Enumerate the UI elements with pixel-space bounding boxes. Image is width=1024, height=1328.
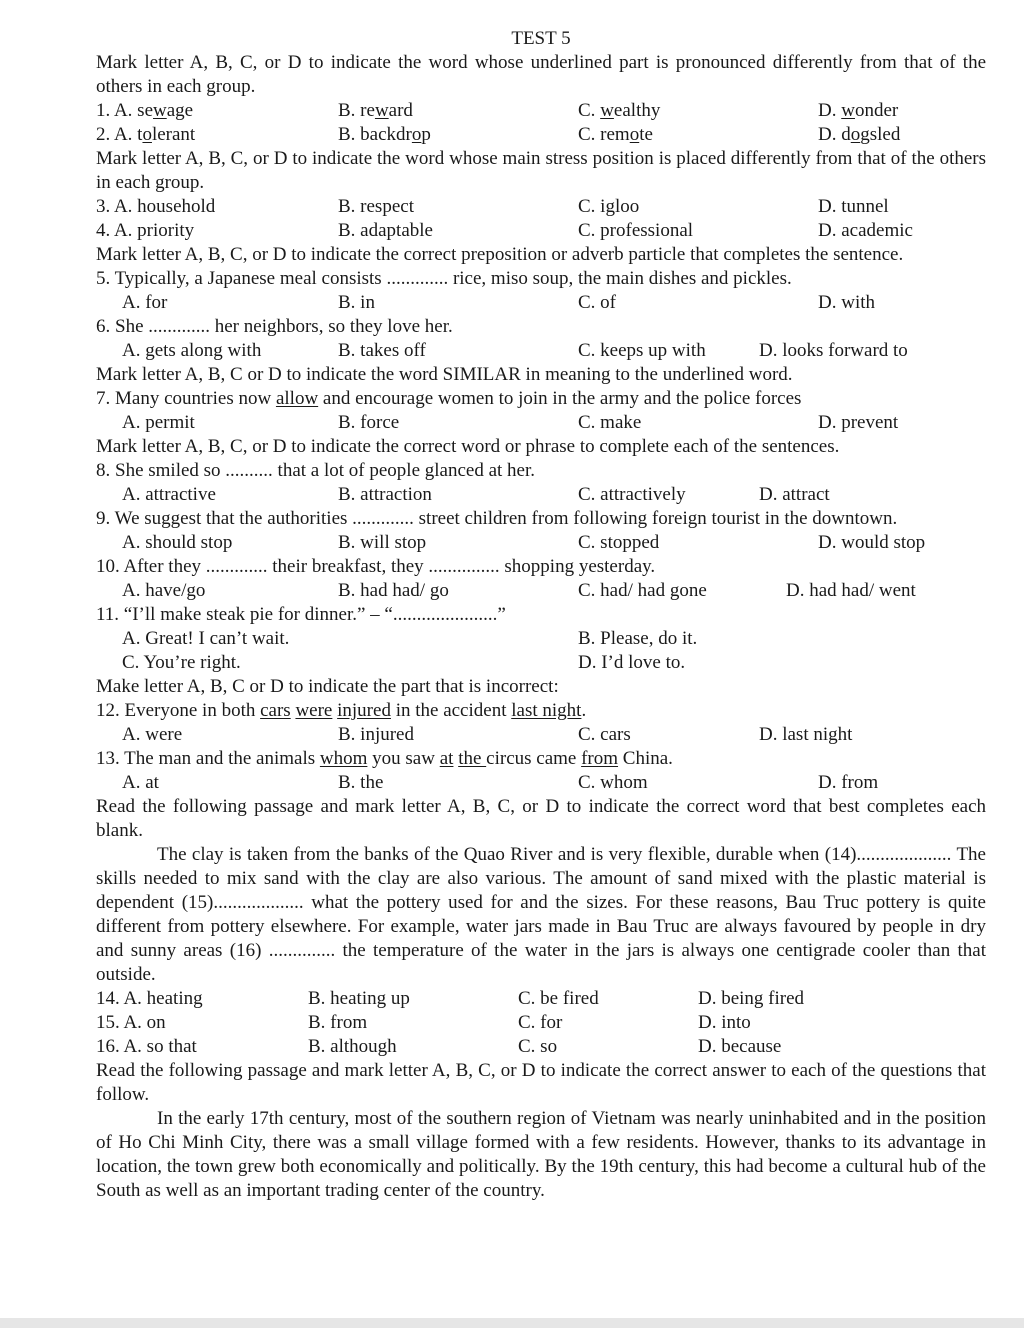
- q12-option-a[interactable]: A. were: [122, 724, 183, 745]
- question-2: [96, 123, 986, 147]
- q4-option-b[interactable]: B. adaptable: [338, 220, 433, 241]
- question-12: [96, 723, 986, 747]
- q9-option-d[interactable]: D. would stop: [818, 532, 926, 553]
- question-3: [96, 195, 986, 219]
- q3-option-d[interactable]: D. tunnel: [818, 196, 889, 217]
- q12-option-d[interactable]: D. last night: [759, 724, 853, 745]
- question-16: [96, 1035, 986, 1059]
- q4-option-a[interactable]: 4. A. priority: [96, 220, 195, 241]
- instruction-complete: Mark letter A, B, C, or D to indicate the correct word or phrase to complete each of the sentences.: [96, 436, 840, 457]
- q8-option-b[interactable]: B. attraction: [338, 484, 432, 505]
- test-page: [96, 27, 986, 1203]
- q8-option-c[interactable]: C. attractively: [578, 484, 686, 505]
- instruction-similar: Mark letter A, B, C or D to indicate the word SIMILAR in meaning to the underlined word.: [96, 364, 793, 385]
- q11-option-d[interactable]: D. I’d love to.: [578, 652, 686, 673]
- q1-option-c[interactable]: C. wealthy: [578, 100, 661, 121]
- q15-option-c[interactable]: C. for: [518, 1012, 563, 1033]
- instruction-preposition: Mark letter A, B, C, or D to indicate the correct preposition or adverb particle that completes the sentence.: [96, 244, 904, 265]
- question-9: [96, 531, 986, 555]
- cloze-passage: The clay is taken from the banks of the Quao River and is very flexible, durable when (14).................... The skills needed to mix sand with the clay are also various. The amount of sand mixed with the plastic material is dependent (15)................... what the pottery used for and the sizes. For these reasons, Bau Truc pottery is quite different from pottery elsewhere. For example, water jars made in Bau Truc are always favoured by people in dry and sunny areas (16) .............. the temperature of the water in the jars is always one centigrade cooler than that outside.: [96, 844, 986, 985]
- q13-option-b[interactable]: B. the: [338, 772, 384, 793]
- q4-option-d[interactable]: D. academic: [818, 220, 913, 241]
- q6-option-b[interactable]: B. takes off: [338, 340, 426, 361]
- q3-option-b[interactable]: B. respect: [338, 196, 414, 217]
- q10-option-d[interactable]: D. had had/ went: [786, 580, 916, 601]
- q13-option-a[interactable]: A. at: [122, 772, 159, 793]
- q11-option-c[interactable]: C. You’re right.: [122, 652, 241, 673]
- q6-option-a[interactable]: A. gets along with: [122, 340, 262, 361]
- q14-option-b[interactable]: B. heating up: [308, 988, 410, 1009]
- question-6: [96, 339, 986, 363]
- q9-stem: 9. We suggest that the authorities ............. street children from following foreign tourist in the downtown.: [96, 508, 898, 529]
- q14-option-c[interactable]: C. be fired: [518, 988, 599, 1009]
- question-5: [96, 291, 986, 315]
- question-8: [96, 483, 986, 507]
- q14-option-d[interactable]: D. being fired: [698, 988, 805, 1009]
- question-11-row-1: [96, 627, 986, 651]
- question-13: [96, 771, 986, 795]
- q5-option-d[interactable]: D. with: [818, 292, 875, 313]
- q9-option-b[interactable]: B. will stop: [338, 532, 427, 553]
- q2-option-c[interactable]: C. remote: [578, 124, 653, 145]
- instruction-stress: Mark letter A, B, C, or D to indicate the word whose main stress position is placed differently from that of the others in each group.: [96, 148, 986, 193]
- q11-option-a[interactable]: A. Great! I can’t wait.: [122, 628, 290, 649]
- q2-option-d[interactable]: D. dogsled: [818, 124, 901, 145]
- q13-option-c[interactable]: C. whom: [578, 772, 648, 793]
- q5-stem: 5. Typically, a Japanese meal consists ............. rice, miso soup, the main dishes and pickles.: [96, 268, 792, 289]
- question-11-row-2: [96, 651, 986, 675]
- q14-option-a[interactable]: 14. A. heating: [96, 988, 203, 1009]
- q1-option-d[interactable]: D. wonder: [818, 100, 899, 121]
- q7-option-c[interactable]: C. make: [578, 412, 642, 433]
- q13-stem: 13. The man and the animals whom you saw at the circus came from China.: [96, 748, 673, 769]
- question-7: [96, 411, 986, 435]
- q12-option-c[interactable]: C. cars: [578, 724, 631, 745]
- instruction-pronunciation: Mark letter A, B, C, or D to indicate the word whose underlined part is pronounced differently from that of the others in each group.: [96, 52, 986, 97]
- q13-option-d[interactable]: D. from: [818, 772, 879, 793]
- q10-option-b[interactable]: B. had had/ go: [338, 580, 449, 601]
- q16-option-b[interactable]: B. although: [308, 1036, 397, 1057]
- instruction-reading: Read the following passage and mark letter A, B, C, or D to indicate the correct answer to each of the questions that follow.: [96, 1060, 986, 1105]
- q11-stem: 11. “I’ll make steak pie for dinner.” – “......................”: [96, 604, 506, 625]
- question-1: [96, 99, 986, 123]
- q15-option-a[interactable]: 15. A. on: [96, 1012, 166, 1033]
- instruction-incorrect: Make letter A, B, C or D to indicate the part that is incorrect:: [96, 676, 559, 697]
- q10-stem: 10. After they ............. their breakfast, they ............... shopping yesterday.: [96, 556, 656, 577]
- question-14: [96, 987, 986, 1011]
- q5-option-c[interactable]: C. of: [578, 292, 616, 313]
- q7-option-d[interactable]: D. prevent: [818, 412, 899, 433]
- page-title: TEST 5: [511, 28, 571, 49]
- question-10: [96, 579, 986, 603]
- q2-option-b[interactable]: B. backdrop: [338, 124, 431, 145]
- q5-option-b[interactable]: B. in: [338, 292, 375, 313]
- q8-stem: 8. She smiled so .......... that a lot of people glanced at her.: [96, 460, 536, 481]
- q10-option-c[interactable]: C. had/ had gone: [578, 580, 707, 601]
- q2-option-a[interactable]: 2. A. tolerant: [96, 124, 196, 145]
- reading-passage: In the early 17th century, most of the southern region of Vietnam was nearly uninhabited and in the position of Ho Chi Minh City, there was a small village formed with a few residents. However, thanks to its advantage in location, the town grew both economically and politically. By the 19th century, this had become a cultural hub of the South as well as an important trading center of the country.: [96, 1108, 986, 1201]
- q8-option-d[interactable]: D. attract: [759, 484, 830, 505]
- q7-option-a[interactable]: A. permit: [122, 412, 195, 433]
- q1-option-b[interactable]: B. reward: [338, 100, 413, 121]
- q16-option-c[interactable]: C. so: [518, 1036, 558, 1057]
- q6-option-c[interactable]: C. keeps up with: [578, 340, 706, 361]
- q7-stem: 7. Many countries now allow and encourage women to join in the army and the police forces: [96, 388, 802, 409]
- question-15: [96, 1011, 986, 1035]
- q7-option-b[interactable]: B. force: [338, 412, 400, 433]
- q15-option-d[interactable]: D. into: [698, 1012, 751, 1033]
- q6-stem: 6. She ............. her neighbors, so they love her.: [96, 316, 453, 337]
- q5-option-a[interactable]: A. for: [122, 292, 168, 313]
- q16-option-a[interactable]: 16. A. so that: [96, 1036, 197, 1057]
- q10-option-a[interactable]: A. have/go: [122, 580, 206, 601]
- q15-option-b[interactable]: B. from: [308, 1012, 368, 1033]
- q9-option-a[interactable]: A. should stop: [122, 532, 233, 553]
- q4-option-c[interactable]: C. professional: [578, 220, 694, 241]
- instruction-cloze: Read the following passage and mark letter A, B, C, or D to indicate the correct word that best completes each blank.: [96, 796, 986, 841]
- q9-option-c[interactable]: C. stopped: [578, 532, 660, 553]
- q3-option-c[interactable]: C. igloo: [578, 196, 640, 217]
- q11-option-b[interactable]: B. Please, do it.: [578, 628, 698, 649]
- q3-option-a[interactable]: 3. A. household: [96, 196, 216, 217]
- q6-option-d[interactable]: D. looks forward to: [759, 340, 908, 361]
- question-4: [96, 219, 986, 243]
- q12-stem: 12. Everyone in both cars were injured in the accident last night.: [96, 700, 587, 721]
- page-bottom-edge: [0, 1318, 1024, 1328]
- q16-option-d[interactable]: D. because: [698, 1036, 782, 1057]
- q8-option-a[interactable]: A. attractive: [122, 484, 216, 505]
- q12-option-b[interactable]: B. injured: [338, 724, 414, 745]
- q1-option-a[interactable]: 1. A. sewage: [96, 100, 194, 121]
